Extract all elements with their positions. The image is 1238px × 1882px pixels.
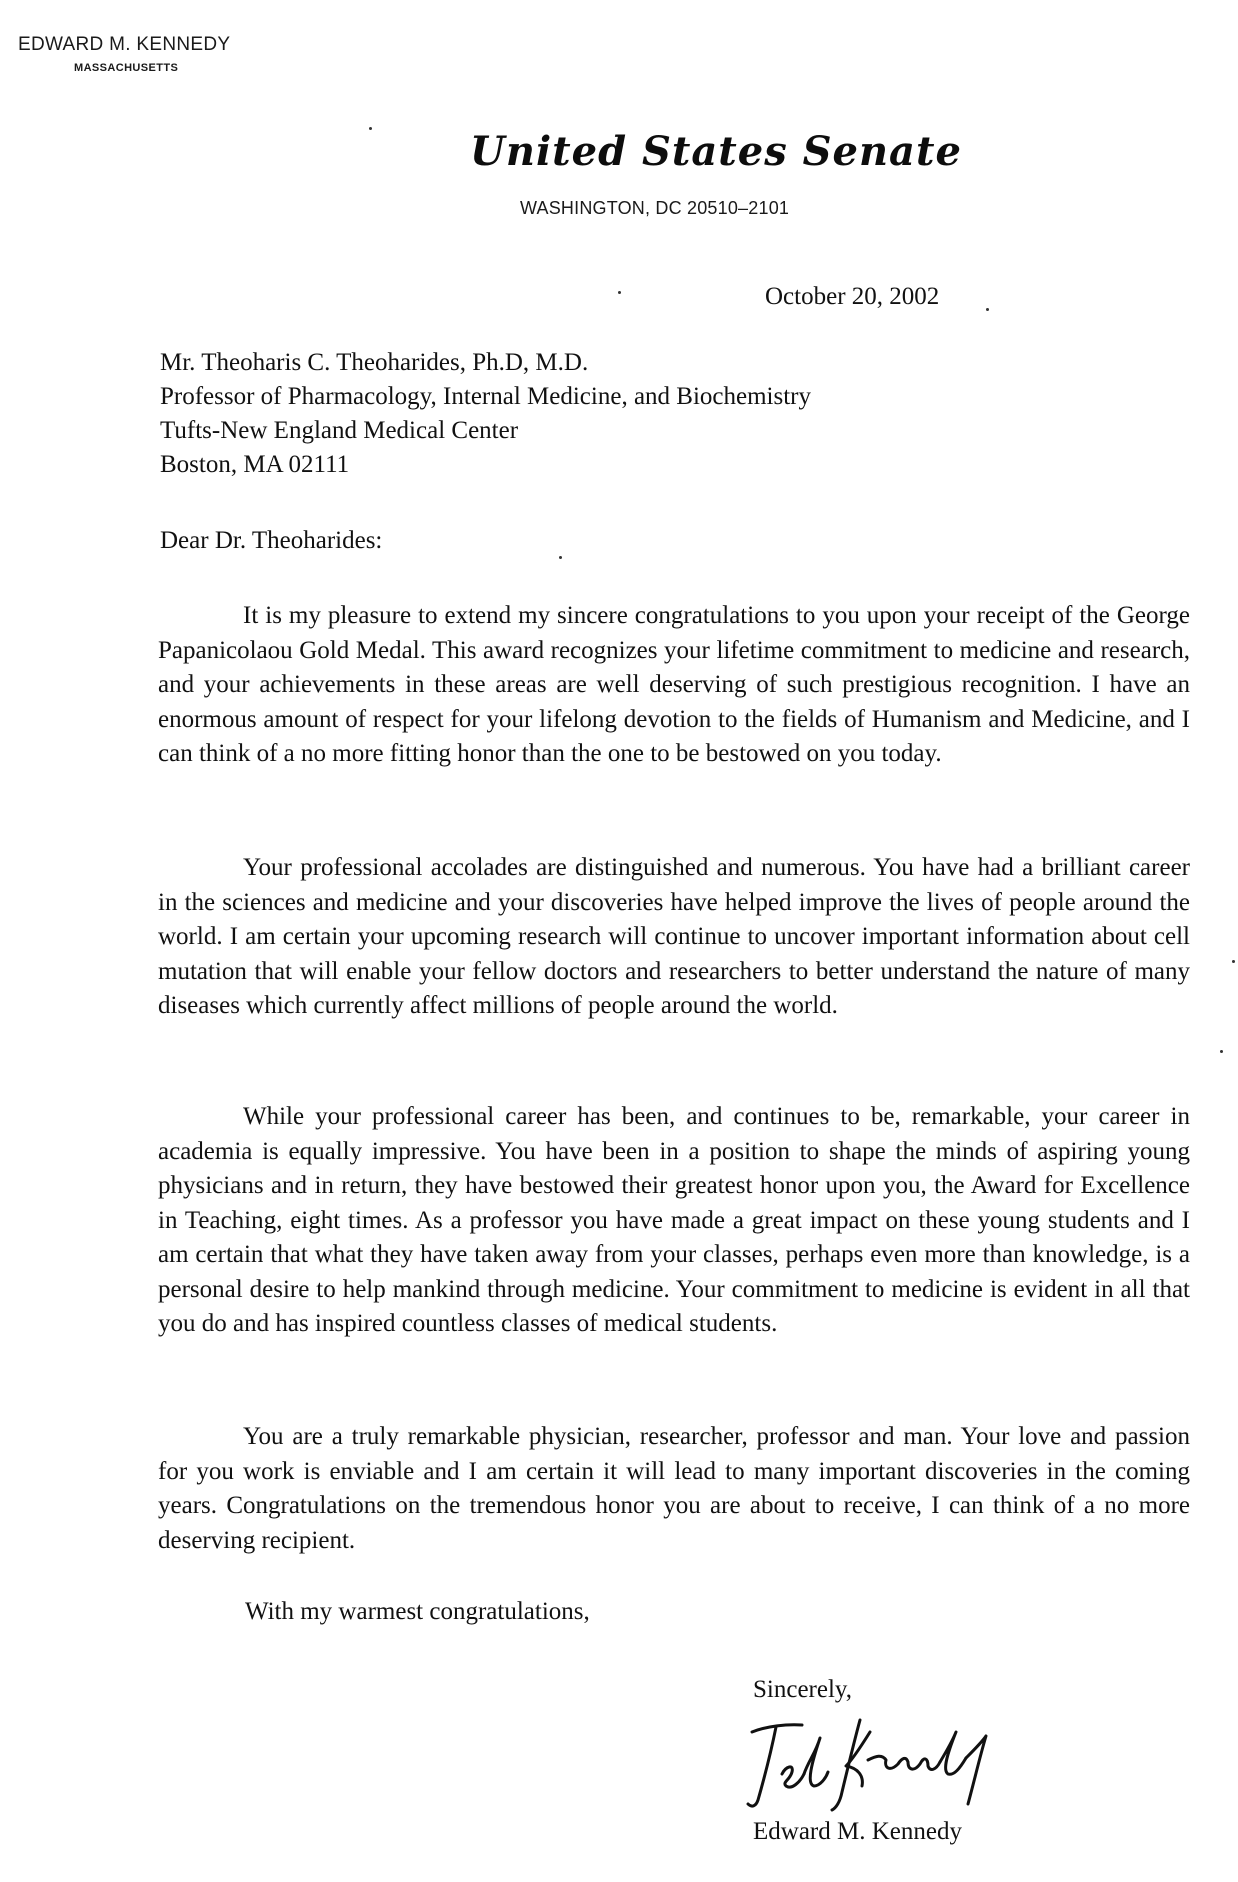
closing-line: With my warmest congratulations, <box>245 1598 590 1625</box>
recipient-organization: Tufts-New England Medical Center <box>160 417 519 444</box>
scan-speck <box>369 127 372 130</box>
letterhead-title: United States Senate <box>470 128 962 175</box>
salutation: Dear Dr. Theoharides: <box>160 527 383 554</box>
scan-speck <box>1232 960 1235 963</box>
scan-speck <box>986 308 989 311</box>
recipient-name: Mr. Theoharis C. Theoharides, Ph.D, M.D. <box>160 349 589 376</box>
signer-name: Edward M. Kennedy <box>753 1818 962 1845</box>
body-paragraph: You are a truly remarkable physician, researcher, professor and man. Your love and passion for you work is enviable and I am certain it will lead to many important discoveries in the coming years. Congratulations on the tremendous honor you are about to receive, I can think of a no more deserving recipient. <box>158 1423 1190 1554</box>
scan-speck <box>1220 1050 1223 1053</box>
letter-date: October 20, 2002 <box>765 283 940 310</box>
body-paragraph: While your professional career has been, and continues to be, remarkable, your career in academia is equally impressive. You have been in a position to shape the minds of aspiring young physicians and in return, they have bestowed their greatest honor upon you, the Award for Excellence in Teaching, eight times. As a professor you have made a great impact on these young students and I am certain that what they have taken away from your classes, perhaps even more than knowledge, is a personal desire to help mankind through medicine. Your commitment to medicine is evident in all that you do and has inspired countless classes of medical students. <box>158 1103 1190 1337</box>
sender-name: EDWARD M. KENNEDY <box>18 34 231 55</box>
scan-speck <box>618 291 621 294</box>
handwritten-signature <box>742 1712 992 1812</box>
recipient-title: Professor of Pharmacology, Internal Medicine, and Biochemistry <box>160 383 811 410</box>
recipient-city: Boston, MA 02111 <box>160 451 350 478</box>
scan-speck <box>559 556 562 559</box>
sender-state: MASSACHUSETTS <box>74 62 179 74</box>
body-paragraph: Your professional accolades are distinguished and numerous. You have had a brilliant career in the sciences and medicine and your discoveries have helped improve the lives of people around the world. I am certain your upcoming research will continue to uncover important information about cell mutation that will enable your fellow doctors and researchers to better understand the nature of many diseases which currently affect millions of people around the world. <box>158 854 1190 1019</box>
body-paragraph: It is my pleasure to extend my sincere congratulations to you upon your receipt of the George Papanicolaou Gold Medal. This award recognizes your lifetime commitment to medicine and research, and your achievements in these areas are well deserving of such prestigious recognition. I have an enormous amount of respect for your lifelong devotion to the fields of Humanism and Medicine, and I can think of a no more fitting honor than the one to be bestowed on you today. <box>158 602 1190 767</box>
recipient-block <box>160 346 811 482</box>
letterhead-address: WASHINGTON, DC 20510–2101 <box>520 198 790 218</box>
sign-off: Sincerely, <box>753 1676 853 1703</box>
